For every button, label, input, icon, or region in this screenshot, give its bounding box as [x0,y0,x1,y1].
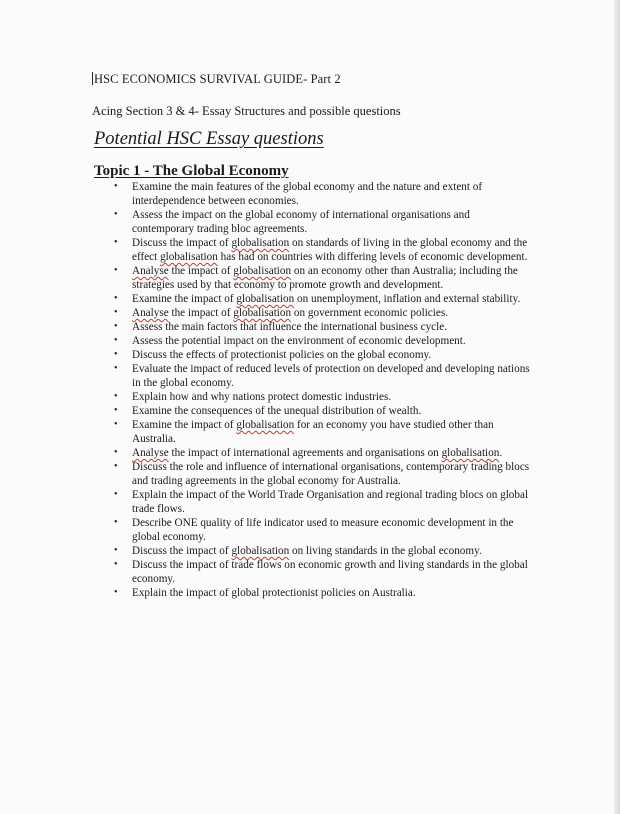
question-text: Examine the consequences of the unequal distribution of wealth. [132,405,422,417]
essay-question [112,516,532,544]
question-text: Discuss the impact of trade flows on economic growth and living standards in the global economy. [132,559,528,585]
spellcheck-flagged-word: globalisation [233,307,292,319]
question-text: on living standards in the global economy. [289,545,482,557]
essay-question [112,348,532,362]
spellcheck-flagged-word: globalisation [233,265,292,277]
question-text: the impact of [168,265,234,277]
spellcheck-flagged-word: globalisation [236,419,295,431]
essay-question [112,320,532,334]
question-text: Evaluate the impact of reduced levels of protection on developed and developing nations in the global economy. [132,363,530,389]
question-text: the impact of [168,307,234,319]
topic-heading: Topic 1 - The Global Economy [94,163,289,179]
spellcheck-flagged-word: Analyse [132,447,169,459]
question-text: on unemployment, inflation and external stability. [294,293,521,305]
spellcheck-flagged-word: Analyse [132,307,169,319]
essay-question [112,558,532,586]
spellcheck-flagged-word: globalisation [236,293,295,305]
essay-question [112,544,532,558]
essay-question [112,208,532,236]
essay-question [112,460,532,488]
essay-question [112,264,532,292]
essay-question [112,446,532,460]
essay-question [112,362,532,390]
question-text: Explain the impact of global protectionist policies on Australia. [132,587,416,599]
question-text: for an economy you have studied other than Australia. [132,419,494,445]
spellcheck-flagged-word: Analyse [132,265,169,277]
essay-question-list [112,180,532,600]
question-text: Discuss the effects of protectionist policies on the global economy. [132,349,432,361]
essay-question [112,180,532,208]
question-text: the impact of international agreements and organisations on [168,447,442,459]
question-text: Examine the impact of [132,419,237,431]
question-text: . [499,447,503,459]
question-text: has had on countries with differing levels of economic development. [217,251,528,263]
essay-question [112,292,532,306]
essay-question [112,390,532,404]
spellcheck-flagged-word: globalisation [160,251,218,263]
page-edge-shadow [614,0,620,814]
essay-question [112,306,532,320]
question-text: Assess the main factors that influence the international business cycle. [132,321,448,333]
spellcheck-flagged-word: globalisation [231,237,290,249]
page-title: Potential HSC Essay questions [94,129,324,149]
spellcheck-flagged-word: globalisation [231,545,290,557]
document-header-text: HSC ECONOMICS SURVIVAL GUIDE- Part 2 [94,72,341,86]
question-text: on an economy other than Australia; including the strategies used by that economy to promote growth and development. [132,265,518,291]
essay-question [112,418,532,446]
question-text: on government economic policies. [291,307,448,319]
essay-question [112,236,532,264]
question-text: Discuss the role and influence of international organisations, contemporary trading blocs and trading agreements in the global economy for Australia. [132,461,530,487]
question-text: Assess the impact on the global economy of international organisations and contemporary trading bloc agreements. [132,209,470,235]
question-text: Examine the main features of the global economy and the nature and extent of interdependence between economies. [132,181,483,207]
document-subtitle: Acing Section 3 & 4- Essay Structures and possible questions [92,104,401,118]
essay-question [112,586,532,600]
question-text: Assess the potential impact on the environment of economic development. [132,335,466,347]
question-text: Explain the impact of the World Trade Organisation and regional trading blocs on global trade flows. [132,489,529,515]
question-text: Discuss the impact of [132,545,232,557]
essay-question [112,488,532,516]
essay-question [112,334,532,348]
question-text: Discuss the impact of [132,237,232,249]
question-text: on standards of living in the global economy and the effect [132,237,528,263]
spellcheck-flagged-word: globalisation [441,447,500,459]
document-header[interactable] [92,72,341,87]
essay-question [112,404,532,418]
question-text: Explain how and why nations protect domestic industries. [132,391,392,403]
question-text: Examine the impact of [132,293,237,305]
text-cursor [92,72,93,85]
question-text: Describe ONE quality of life indicator used to measure economic development in the global economy. [132,517,514,543]
